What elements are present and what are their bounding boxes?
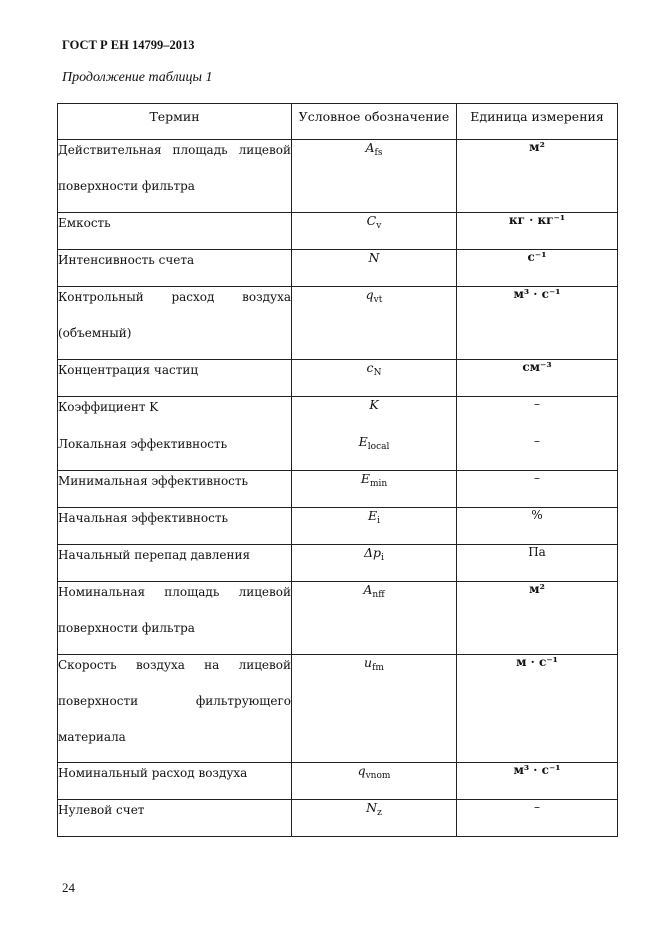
symbol-main: N [366,800,378,815]
symbol-subscript: N [373,368,382,378]
symbol-cell [292,545,457,582]
symbol-main: q [365,287,374,302]
symbol-subscript: z [377,808,382,818]
unit-cell: см⁻³ [457,360,618,397]
table-row [58,287,618,360]
unit-cell: м³ · с⁻¹ [457,287,618,360]
table-continuation-label: Продолжение таблицы 1 [62,70,213,85]
term-text: Локальная эффективность [58,436,228,451]
symbol-subscript: local [367,441,390,452]
unit-cell: – [457,434,618,471]
terms-table [57,103,618,837]
symbol-cell [292,140,457,213]
symbol-main: N [368,250,380,265]
term-cell [58,287,292,360]
term-text: Интенсивность счета [58,253,195,267]
symbol-subscript: vt [373,295,383,305]
page-number: 24 [62,880,75,895]
unit-cell: м · с⁻¹ [457,655,618,763]
symbol-main: K [369,397,379,412]
symbol-cell [292,397,457,434]
symbol-cell [292,360,457,397]
term-text: Скорость воздуха на лицевой поверхности фильтрующего материала [58,658,291,744]
term-text: Номинальная площадь лицевой поверхности фильтра [58,585,291,635]
symbol-main: A [365,140,375,155]
symbol-main: E [358,433,368,449]
symbol-cell [292,250,457,287]
symbol-cell [292,508,457,545]
table-row [58,655,618,763]
term-text: Минимальная эффективность [58,474,249,488]
unit-cell: Па [457,545,618,582]
unit-cell: м³ · с⁻¹ [457,763,618,800]
term-cell [58,655,292,763]
table-row [58,800,618,837]
symbol-subscript: fm [372,663,384,673]
symbol-main: E [360,471,370,486]
term-text: Емкость [58,216,111,230]
term-text: Нулевой счет [58,803,145,817]
table-row [58,582,618,655]
symbol-main: C [366,213,377,228]
table-row [58,140,618,213]
unit-cell: м² [457,582,618,655]
symbol-cell [292,471,457,508]
symbol-subscript: min [369,479,388,489]
symbol-main: Δp [364,545,382,560]
term-text: Начальная эффективность [58,511,229,525]
symbol-subscript: fs [374,148,383,158]
unit-cell: м² [457,140,618,213]
unit-cell: кг · кг⁻¹ [457,213,618,250]
standard-code: ГОСТ Р ЕН 14799–2013 [62,38,195,52]
term-text: Контрольный расход воздуха (объемный) [58,290,291,340]
symbol-subscript: v [376,221,382,231]
symbol-main: q [357,763,366,778]
unit-cell: – [457,471,618,508]
term-text: Концентрация частиц [58,363,199,377]
symbol-subscript: i [377,516,380,526]
symbol-main: E [367,508,378,523]
unit-cell: – [457,800,618,837]
symbol-subscript: vnom [365,771,391,781]
symbol-cell [292,287,457,360]
unit-cell: – [457,397,618,434]
term-text: Номинальный расход воздуха [58,766,248,780]
term-text: Действительная площадь лицевой поверхности фильтра [58,143,291,193]
symbol-cell [292,582,457,655]
symbol-cell [292,434,457,471]
column-header-unit: Единица измерения [457,104,618,140]
column-header-term: Термин [58,104,292,140]
term-cell [58,140,292,213]
symbol-cell [292,655,457,763]
term-text: Коэффициент K [58,400,159,414]
symbol-subscript: nff [372,590,385,600]
symbol-main: c [366,360,374,375]
unit-cell: с⁻¹ [457,250,618,287]
unit-cell: % [457,508,618,545]
symbol-cell [292,763,457,800]
symbol-subscript: i [381,553,384,563]
column-header-symbol: Условное обозначение [292,104,457,140]
symbol-cell [292,800,457,837]
symbol-cell [292,213,457,250]
term-cell [58,582,292,655]
term-text: Начальный перепад давления [58,548,251,562]
term-cell [58,800,292,837]
symbol-main: A [363,582,373,597]
symbol-main: u [364,655,373,670]
